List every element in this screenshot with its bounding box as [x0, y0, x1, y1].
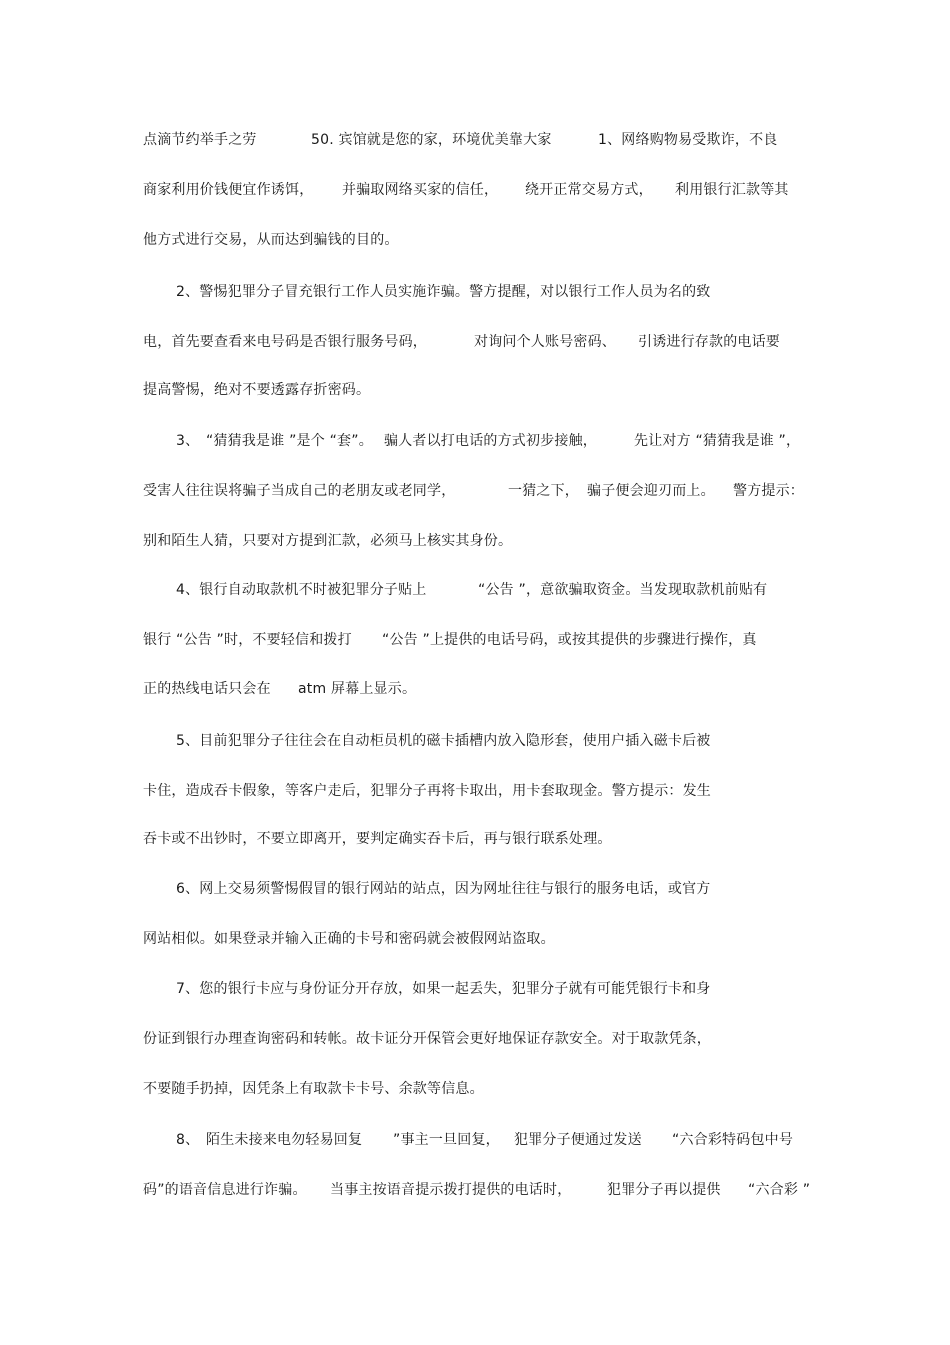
text-segment: “公告 ”上提供的电话号码，或按其提供的步骤进行操作，真 — [382, 632, 757, 648]
text-segment: 码”的语音信息进行诈骗。 — [143, 1182, 307, 1198]
text-segment: 当事主按语音提示拨打提供的电话时， — [330, 1182, 572, 1198]
text-segment: 8、 — [176, 1132, 200, 1148]
text-segment: 利用银行汇款等其 — [675, 182, 789, 198]
text-segment: 提高警惕，绝对不要透露存折密码。 — [143, 382, 371, 398]
text-segment: 7、您的银行卡应与身份证分开存放，如果一起丢失，犯罪分子就有可能凭银行卡和身 — [176, 981, 711, 997]
text-segment: 对询问个人账号密码、 — [474, 334, 616, 350]
text-segment: 5、目前犯罪分子往往会在自动柜员机的磁卡插槽内放入隐形套，使用户插入磁卡后被 — [176, 733, 711, 749]
text-segment: 一猜之下， — [508, 483, 579, 499]
text-segment: 引诱进行存款的电话要 — [638, 334, 780, 350]
text-segment: 别和陌生人猜，只要对方提到汇款，必须马上核实其身份。 — [143, 533, 513, 549]
text-segment: 2、警惕犯罪分子冒充银行工作人员实施诈骗。警方提醒，对以银行工作人员为名的致 — [176, 284, 711, 300]
text-segment: 骗人者以打电话的方式初步接触， — [384, 433, 597, 449]
text-segment: 1、网络购物易受欺诈，不良 — [598, 132, 778, 148]
text-segment: 吞卡或不出钞时，不要立即离开，要判定确实吞卡后，再与银行联系处理。 — [143, 831, 612, 847]
text-segment: 骗子便会迎刃而上。 — [587, 483, 715, 499]
text-segment: “公告 ”，意欲骗取资金。当发现取款机前贴有 — [478, 582, 768, 598]
text-segment: 卡住，造成吞卡假象，等客户走后，犯罪分子再将卡取出，用卡套取现金。警方提示：发生 — [143, 783, 711, 799]
text-segment: 犯罪分子再以提供 — [607, 1182, 721, 1198]
text-segment: 不要随手扔掉，因凭条上有取款卡卡号、余款等信息。 — [143, 1081, 484, 1097]
text-segment: 绕开正常交易方式， — [525, 182, 653, 198]
text-segment: 份证到银行办理查询密码和转帐。故卡证分开保管会更好地保证存款安全。对于取款凭条， — [143, 1031, 711, 1047]
text-segment: 4、银行自动取款机不时被犯罪分子贴上 — [176, 582, 427, 598]
text-segment: 商家利用价钱便宜作诱饵， — [143, 182, 314, 198]
text-segment: 银行 “公告 ”时，不要轻信和拨打 — [143, 632, 352, 648]
text-segment: 警方提示： — [733, 483, 804, 499]
text-segment: “猜猜我是谁 ”是个 “套”。 — [206, 433, 373, 449]
text-segment: 点滴节约举手之劳 — [143, 132, 257, 148]
text-segment: 电，首先要查看来电号码是否银行服务号码， — [143, 334, 427, 350]
text-segment: atm 屏幕上显示。 — [298, 681, 417, 697]
text-segment: 正的热线电话只会在 — [143, 681, 271, 697]
text-segment: 他方式进行交易，从而达到骗钱的目的。 — [143, 232, 399, 248]
text-segment: ”事主一旦回复， — [393, 1132, 500, 1148]
text-segment: 先让对方 “猜猜我是谁 ”， — [634, 433, 801, 449]
text-segment: 陌生未接来电勿轻易回复 — [206, 1132, 363, 1148]
text-segment: 网站相似。如果登录并输入正确的卡号和密码就会被假网站盗取。 — [143, 931, 555, 947]
text-segment: 犯罪分子便通过发送 — [514, 1132, 642, 1148]
text-segment: 3、 — [176, 433, 200, 449]
text-segment: 50. 宾馆就是您的家，环境优美靠大家 — [311, 132, 552, 148]
text-segment: 并骗取网络买家的信任， — [342, 182, 499, 198]
text-segment: “六合彩 ” — [748, 1182, 811, 1198]
text-segment: 6、网上交易须警惕假冒的银行网站的站点，因为网址往往与银行的服务电话，或官方 — [176, 881, 711, 897]
text-segment: 受害人往往误将骗子当成自己的老朋友或老同学， — [143, 483, 456, 499]
text-segment: “六合彩特码包中号 — [672, 1132, 794, 1148]
